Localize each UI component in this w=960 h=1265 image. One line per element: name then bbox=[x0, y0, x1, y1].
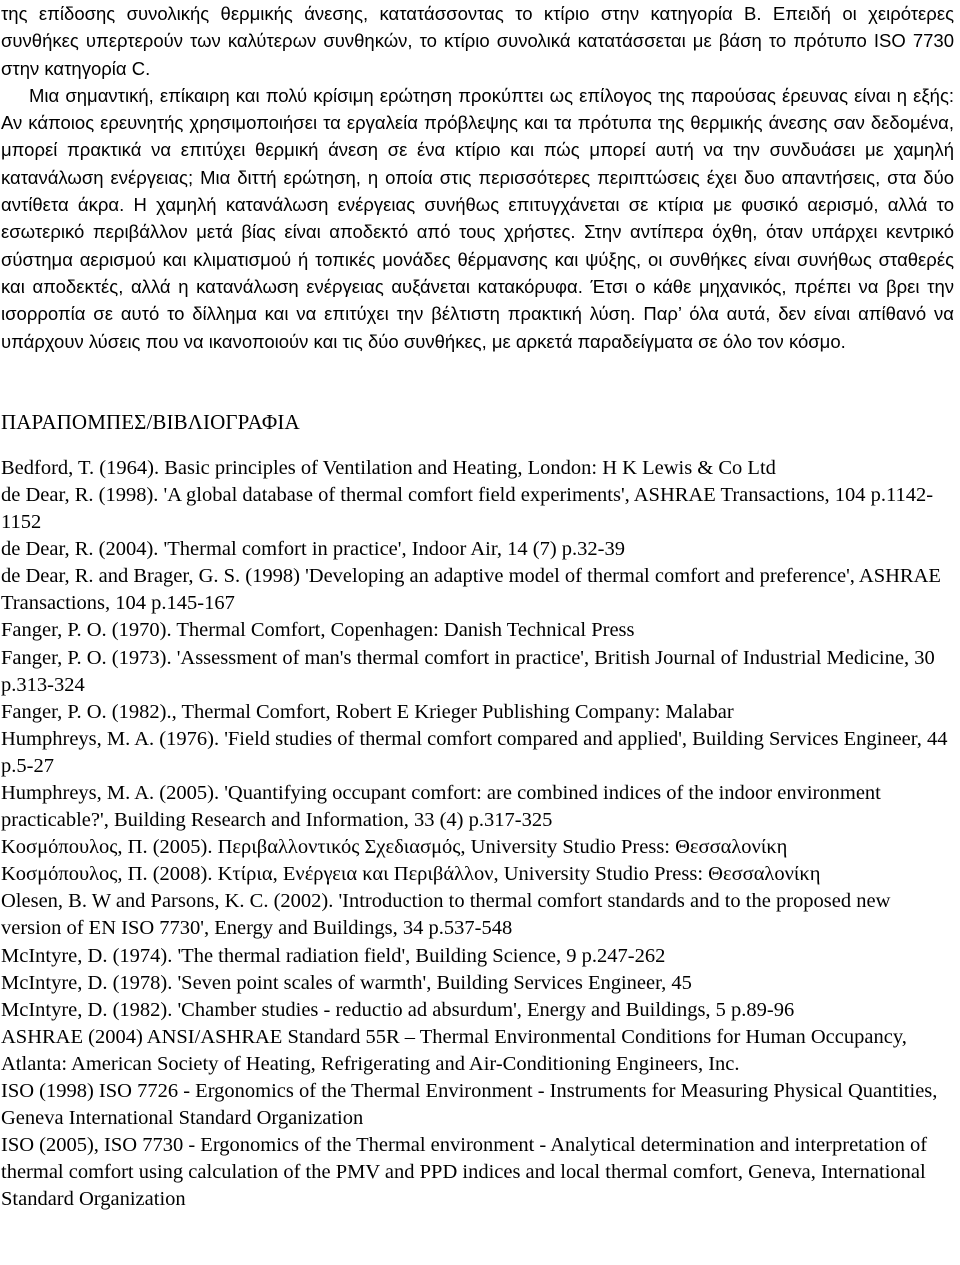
paragraph-main: Μια σημαντική, επίκαιρη και πολύ κρίσιμη ερώτηση προκύπτει ως επίλογος της παρούσας έρευνας είναι η εξής: Αν κάποιος ερευνητής χρησιμοποιήσει τα εργαλεία πρόβλεψης και τα πρότυπα της θερμικής άνεσης σαν δεδομένα, μπορεί πρακτικά να επιτύχει θερμική άνεση σε ένα κτίριο και πώς μπορεί αυτή να την συνδυάσει με χαμηλή κατανάλωση ενέργειας; Μια διττή ερώτηση, η οποία στις περισσότερες περιπτώσεις έχει δυο απαντήσεις, στα δύο αντίθετα άκρα. Η χαμηλή κατανάλωση ενέργειας συνήθως επιτυγχάνεται σε κτίρια με φυσικό αερισμό, αλλά το εσωτερικό περιβάλλον μετά βίας είναι αποδεκτό από τους χρήστες. Στην αντίπερα όχθη, όταν υπάρχει κεντρικό σύστημα αερισμού και κλιματισμού ή τοπικές μονάδες θέρμανσης και ψύξης, οι συνθήκες είναι συνήθως σταθερές και αποδεκτές, αλλά η κατανάλωση ενέργειας αυξάνεται κατακόρυφα. Έτσι ο κάθε μηχανικός, πρέπει να βρει την ισορροπία σε αυτό το δίλλημα και να επιτύχει την βέλτιστη πρακτική λύση. Παρ’ όλα αυτά, δεν είναι απίθανό να υπάρχουν λύσεις που να ικανοποιούν και τις δύο συνθήκες, με αρκετά παραδείγματα σε όλο τον κόσμο. bbox=[1, 84, 954, 352]
reference-item: ISO (2005), ISO 7730 - Ergonomics of the Thermal environment - Analytical determination and interpretation of thermal comfort using calculation of the PMV and PPD indices and local thermal comfort, Geneva, International Standard Organization bbox=[1, 1134, 928, 1211]
reference-item: ASHRAE (2004) ANSI/ASHRAE Standard 55R – Thermal Environmental Conditions for Human Occupancy, Atlanta: American Society of Heating, Refrigerating and Air-Conditioning Engineers, Inc. bbox=[1, 1025, 907, 1075]
paragraph-continuation: της επίδοσης συνολικής θερμικής άνεσης, κατατάσσοντας το κτίριο στην κατηγορία Β. Επειδή οι χειρότερες συνθήκες υπερτερούν των καλύτερων συνθηκών, το κτίριο συνολικά κατατάσσεται με βάση το πρότυπο ISO 7730 στην κατηγορία C. bbox=[1, 3, 954, 79]
references-heading: ΠΑΡΑΠΟΜΠΕΣ/ΒΙΒΛΙΟΓΡΑΦΙΑ bbox=[1, 409, 300, 434]
reference-item: Fanger, P. O. (1973). 'Assessment of man's thermal comfort in practice', British Journal of Industrial Medicine, 30 p.313-324 bbox=[1, 646, 935, 696]
reference-item: McIntyre, D. (1978). 'Seven point scales of warmth', Building Services Engineer, 45 bbox=[1, 971, 692, 994]
reference-item: Κοσμόπουλος, Π. (2005). Περιβαλλοντικός Σχεδιασμός, University Studio Press: Θεσσαλονίκη bbox=[1, 836, 788, 859]
reference-item: de Dear, R. and Brager, G. S. (1998) 'Developing an adaptive model of thermal comfort and preference', ASHRAE Transactions, 104 p.145-167 bbox=[1, 565, 941, 615]
reference-item: McIntyre, D. (1982). 'Chamber studies - reductio ad absurdum', Energy and Buildings, 5 p.89-96 bbox=[1, 998, 795, 1021]
reference-item: Fanger, P. O. (1970). Thermal Comfort, Copenhagen: Danish Technical Press bbox=[1, 619, 635, 642]
reference-item: Humphreys, M. A. (2005). 'Quantifying occupant comfort: are combined indices of the indoor environment practicable?', Building Research and Information, 33 (4) p.317-325 bbox=[1, 781, 881, 832]
reference-item: McIntyre, D. (1974). 'The thermal radiation field', Building Science, 9 p.247-262 bbox=[1, 944, 666, 967]
reference-item: Bedford, T. (1964). Basic principles of Ventilation and Heating, London: H K Lewis & Co Ltd bbox=[1, 456, 776, 479]
reference-item: Κοσμόπουλος, Π. (2008). Κτίρια, Ενέργεια και Περιβάλλον, University Studio Press: Θεσσαλονίκη bbox=[1, 863, 821, 886]
reference-item: Humphreys, M. A. (1976). 'Field studies of thermal comfort compared and applied', Building Services Engineer, 44 p.5-27 bbox=[1, 727, 948, 777]
reference-item: ISO (1998) ISO 7726 - Ergonomics of the Thermal Environment - Instruments for Measuring Physical Quantities, Geneva International Standard Organization bbox=[1, 1080, 938, 1130]
references-list bbox=[1, 455, 954, 1214]
reference-item: Olesen, B. W and Parsons, K. C. (2002). 'Introduction to thermal comfort standards and to the proposed new version of EN ISO 7730', Energy and Buildings, 34 p.537-548 bbox=[1, 890, 891, 940]
reference-item: de Dear, R. (2004). 'Thermal comfort in practice', Indoor Air, 14 (7) p.32-39 bbox=[1, 538, 625, 561]
reference-item: Fanger, P. O. (1982)., Thermal Comfort, Robert E Krieger Publishing Company: Malabar bbox=[1, 700, 734, 723]
reference-item: de Dear, R. (1998). 'A global database of thermal comfort field experiments', ASHRAE Transactions, 104 p.1142-1152 bbox=[1, 483, 934, 534]
